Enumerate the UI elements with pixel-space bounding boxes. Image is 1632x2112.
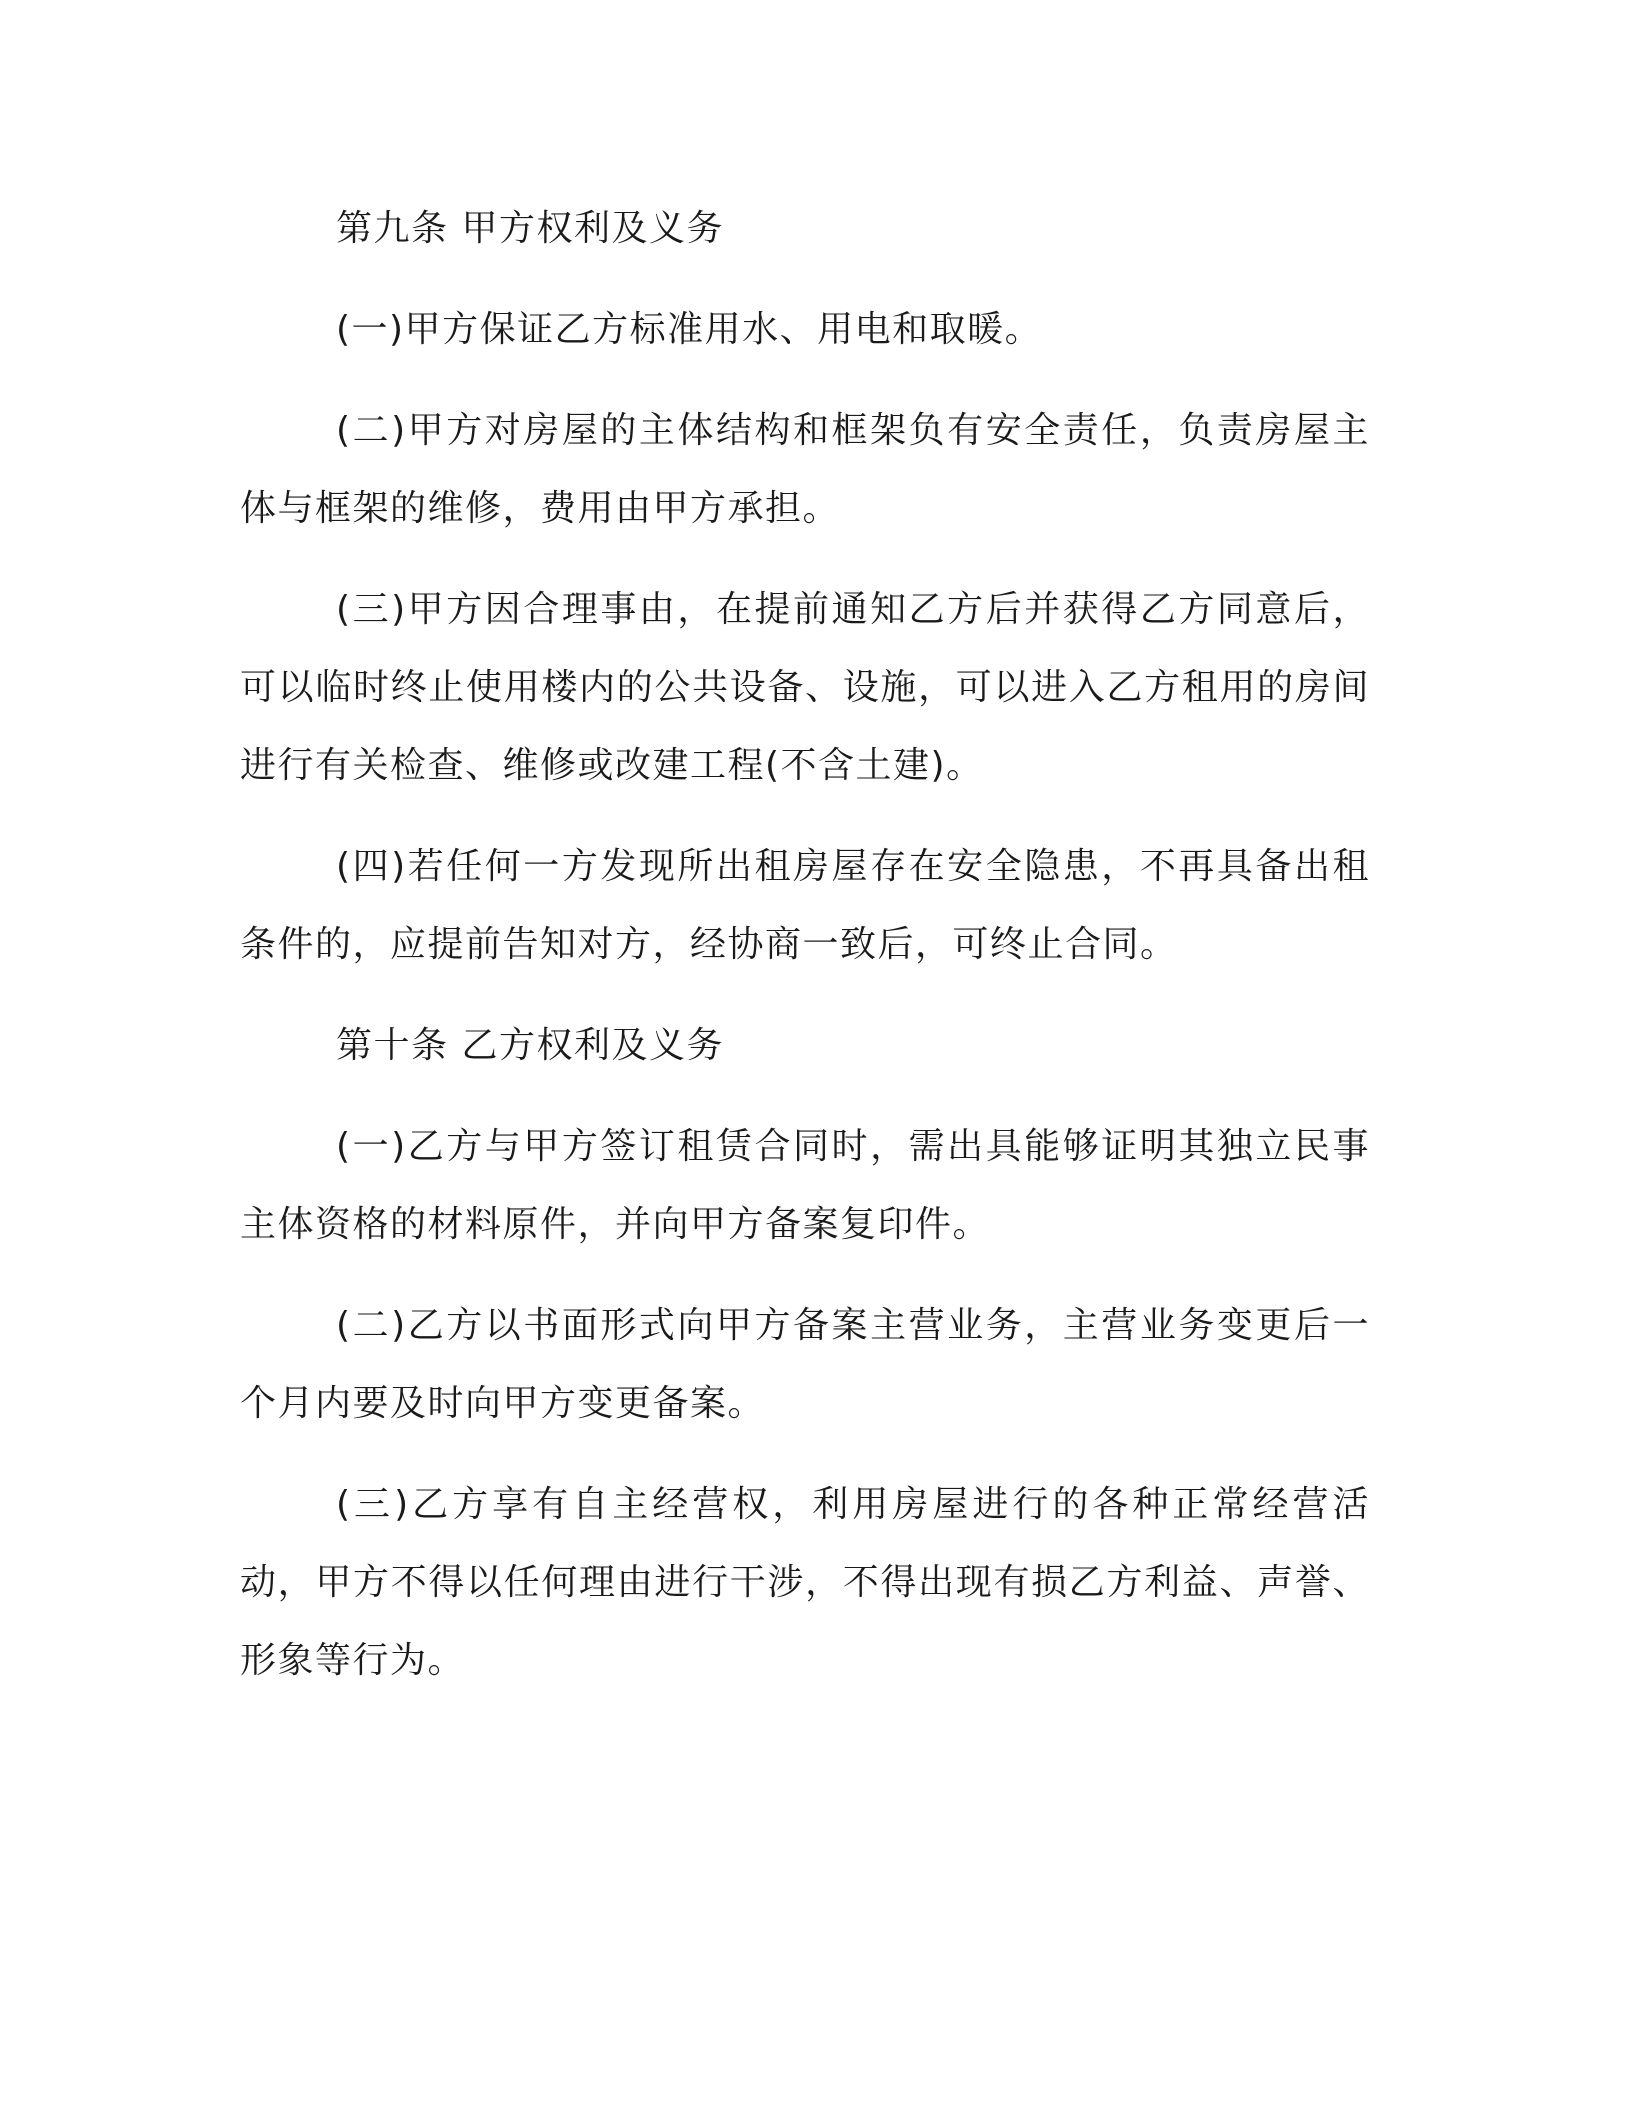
section-10-item-1: (一)乙方与甲方签订租赁合同时，需出具能够证明其独立民事主体资格的材料原件，并向甲方备案复印件。	[240, 1126, 1370, 1245]
section-9-item-4: (四)若任何一方发现所出租房屋存在安全隐患，不再具备出租条件的，应提前告知对方，经协商一致后，可终止合同。	[240, 846, 1370, 965]
section-9-item-1: (一)甲方保证乙方标准用水、用电和取暖。	[336, 309, 1043, 350]
document-body	[240, 190, 1370, 1723]
section-9-item-3: (三)甲方因合理事由，在提前通知乙方后并获得乙方同意后，可以临时终止使用楼内的公共设备、设施，可以进入乙方租用的房间进行有关检查、维修或改建工程(不含土建)。	[240, 589, 1370, 786]
section-10-heading: 第十条 乙方权利及义务	[336, 1025, 724, 1066]
section-10-item-3: (三)乙方享有自主经营权，利用房屋进行的各种正常经营活动，甲方不得以任何理由进行干涉，不得出现有损乙方利益、声誉、形象等行为。	[240, 1484, 1370, 1681]
section-9-item-2: (二)甲方对房屋的主体结构和框架负有安全责任，负责房屋主体与框架的维修，费用由甲方承担。	[240, 410, 1370, 529]
section-9-heading: 第九条 甲方权利及义务	[336, 208, 724, 249]
section-10-item-2: (二)乙方以书面形式向甲方备案主营业务，主营业务变更后一个月内要及时向甲方变更备案。	[240, 1305, 1370, 1424]
